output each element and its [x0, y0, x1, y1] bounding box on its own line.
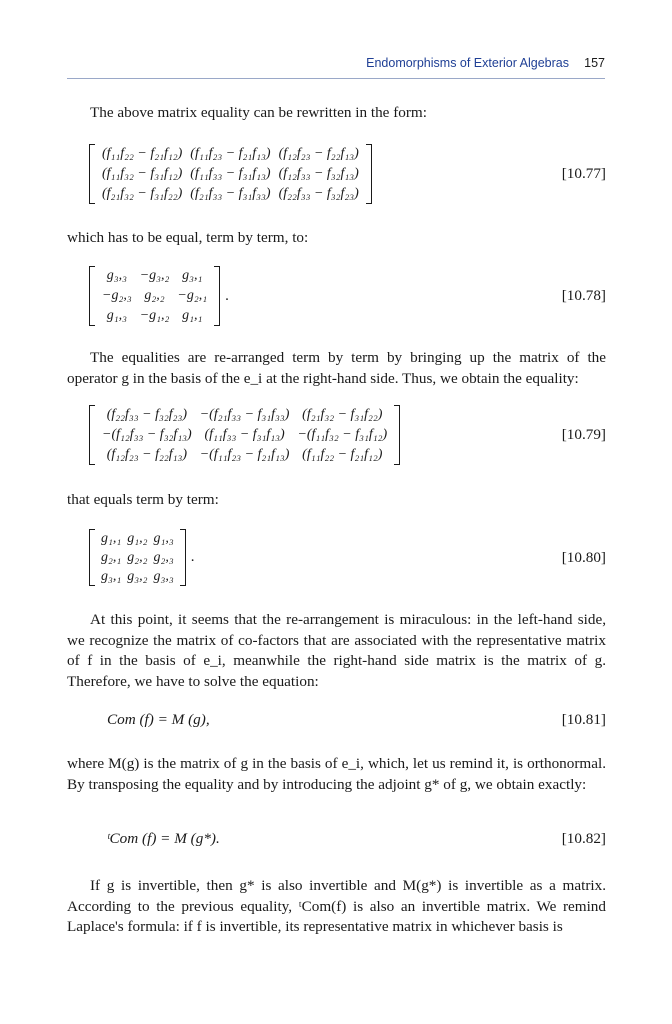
equation-10-77 — [67, 144, 606, 206]
matrix-table — [98, 529, 177, 586]
matrix-table — [98, 405, 391, 465]
matrix-row — [98, 164, 363, 184]
equation-10-79 — [67, 405, 606, 467]
matrix-10-77 — [89, 144, 372, 204]
matrix-row — [98, 286, 211, 306]
matrix-row — [98, 445, 391, 465]
matrix-cell: g₂,₂ — [144, 288, 165, 303]
matrix-cell: (f₁₁f₂₂ − f₂₁f₁₂) — [302, 447, 383, 462]
paragraph-3-text: The equalities are re-arranged term by term by bringing up the matrix of the operator g in the basis of the e_i at the right-hand side. Thus, we obtain the equality: — [67, 349, 606, 387]
matrix-row — [98, 144, 363, 164]
matrix-row — [98, 405, 391, 425]
left-bracket — [89, 529, 95, 586]
matrix-cell: g₂,₃ — [153, 550, 174, 565]
equation-expression: Com (f) = M (g), — [107, 711, 210, 728]
matrix-cell: (f₁₁f₂₃ − f₂₁f₁₃) — [190, 146, 271, 161]
equation-expression: ᵗCom (f) = M (g*). — [107, 830, 220, 847]
matrix-cell: g₃,₃ — [106, 268, 127, 283]
equation-10-82 — [67, 830, 606, 852]
right-bracket — [394, 405, 400, 465]
matrix-cell: −(f₂₁f₃₃ − f₃₁f₃₃) — [199, 407, 290, 422]
paragraph-5: At this point, it seems that the re-arrangement is miraculous: in the left-hand side, we recognize the matrix of co-factors that are associated with the representative matrix of f in the basis of e_i, meanwhile the right-hand side matrix is the matrix of g. Therefore, we have to solve the equation: — [67, 611, 606, 690]
matrix-cell: g₁,₃ — [153, 531, 174, 546]
paragraph-6: where M(g) is the matrix of g in the basis of e_i, which, let us remind it, is orthonormal. By transposing the equality and by introducing the adjoint g* of g, we obtain exactly: — [67, 755, 606, 793]
matrix-table — [98, 144, 363, 204]
equation-number: [10.79] — [561, 426, 606, 443]
equation-number: [10.77] — [561, 165, 606, 182]
matrix-cell: (f₂₁f₃₂ − f₃₁f₂₂) — [302, 407, 383, 422]
matrix-row — [98, 425, 391, 445]
matrix-cell: (f₁₁f₃₂ − f₃₁f₁₂) — [102, 166, 183, 181]
paragraph-3 — [67, 348, 606, 389]
matrix-row — [98, 548, 177, 567]
matrix-10-80 — [89, 529, 194, 586]
paragraph-7: If g is invertible, then g* is also invertible and M(g*) is invertible as a matrix. According to the previous equality, ᵗCom(f) is also an invertible matrix. We remind Laplace's formula: if f is invertible, its representative matrix in whichever basis is — [67, 877, 606, 935]
paragraph-1: The above matrix equality can be rewritten in the form: — [90, 104, 427, 121]
equation-number: [10.81] — [561, 711, 606, 728]
matrix-cell: g₂,₁ — [101, 550, 122, 565]
left-bracket — [89, 144, 95, 204]
matrix-cell: g₁,₃ — [106, 308, 127, 323]
matrix-cell: −g₁,₂ — [139, 308, 170, 323]
page-number: 157 — [584, 56, 605, 70]
matrix-cell: g₃,₃ — [153, 569, 174, 584]
matrix-cell: −g₂,₁ — [177, 288, 208, 303]
matrix-cell: (f₁₂f₂₃ − f₂₂f₁₃) — [106, 447, 187, 462]
left-bracket — [89, 405, 95, 465]
matrix-10-79 — [89, 405, 400, 465]
matrix-cell: (f₂₁f₃₃ − f₃₁f₃₃) — [190, 186, 271, 201]
right-bracket — [366, 144, 372, 204]
matrix-cell: g₃,₂ — [127, 569, 148, 584]
matrix-row — [98, 184, 363, 204]
equation-10-78 — [67, 266, 606, 328]
matrix-cell: −g₂,₃ — [102, 288, 132, 303]
matrix-cell: (f₂₁f₃₂ − f₃₁f₂₂) — [102, 186, 183, 201]
matrix-cell: (f₁₁f₂₂ − f₂₁f₁₂) — [102, 146, 183, 161]
matrix-cell: g₃,₁ — [101, 569, 122, 584]
equation-number: [10.78] — [561, 287, 606, 304]
matrix-cell: (f₁₁f₃₃ − f₃₁f₁₃) — [190, 166, 271, 181]
equation-number: [10.80] — [561, 549, 606, 566]
matrix-cell: (f₁₂f₂₃ − f₂₂f₁₃) — [278, 146, 359, 161]
matrix-cell: −(f₁₁f₂₃ − f₂₁f₁₃) — [199, 447, 290, 462]
matrix-cell: −(f₁₂f₃₃ − f₃₂f₁₃) — [102, 427, 192, 442]
matrix-cell: g₁,₂ — [127, 531, 148, 546]
matrix-10-78 — [89, 266, 229, 326]
matrix-cell: g₁,₁ — [182, 308, 203, 323]
matrix-cell: (f₂₂f₃₃ − f₃₂f₂₃) — [106, 407, 187, 422]
matrix-row — [98, 306, 211, 326]
matrix-cell: g₃,₁ — [182, 268, 203, 283]
equation-punctuation: . — [190, 549, 195, 565]
matrix-row — [98, 567, 177, 586]
matrix-cell: −(f₁₁f₃₂ − f₃₁f₁₂) — [297, 427, 388, 442]
header-title: Endomorphisms of Exterior Algebras — [366, 56, 569, 70]
equation-10-80 — [67, 529, 606, 589]
matrix-table — [98, 266, 211, 326]
equation-punctuation: . — [225, 287, 229, 304]
equation-10-81 — [67, 711, 606, 733]
paragraph-4: that equals term by term: — [67, 491, 219, 508]
left-bracket — [89, 266, 95, 326]
matrix-cell: g₁,₁ — [101, 531, 122, 546]
matrix-cell: (f₁₂f₃₃ − f₃₂f₁₃) — [278, 166, 359, 181]
matrix-cell: g₂,₂ — [127, 550, 148, 565]
matrix-cell: (f₁₁f₃₃ − f₃₁f₁₃) — [204, 427, 285, 442]
running-header — [67, 52, 605, 79]
matrix-cell: (f₂₂f₃₃ − f₃₂f₂₃) — [278, 186, 359, 201]
matrix-row — [98, 266, 211, 286]
matrix-cell: −g₃,₂ — [139, 268, 170, 283]
equation-number: [10.82] — [561, 830, 606, 847]
paragraph-2: which has to be equal, term by term, to: — [67, 229, 309, 246]
matrix-row — [98, 529, 177, 548]
